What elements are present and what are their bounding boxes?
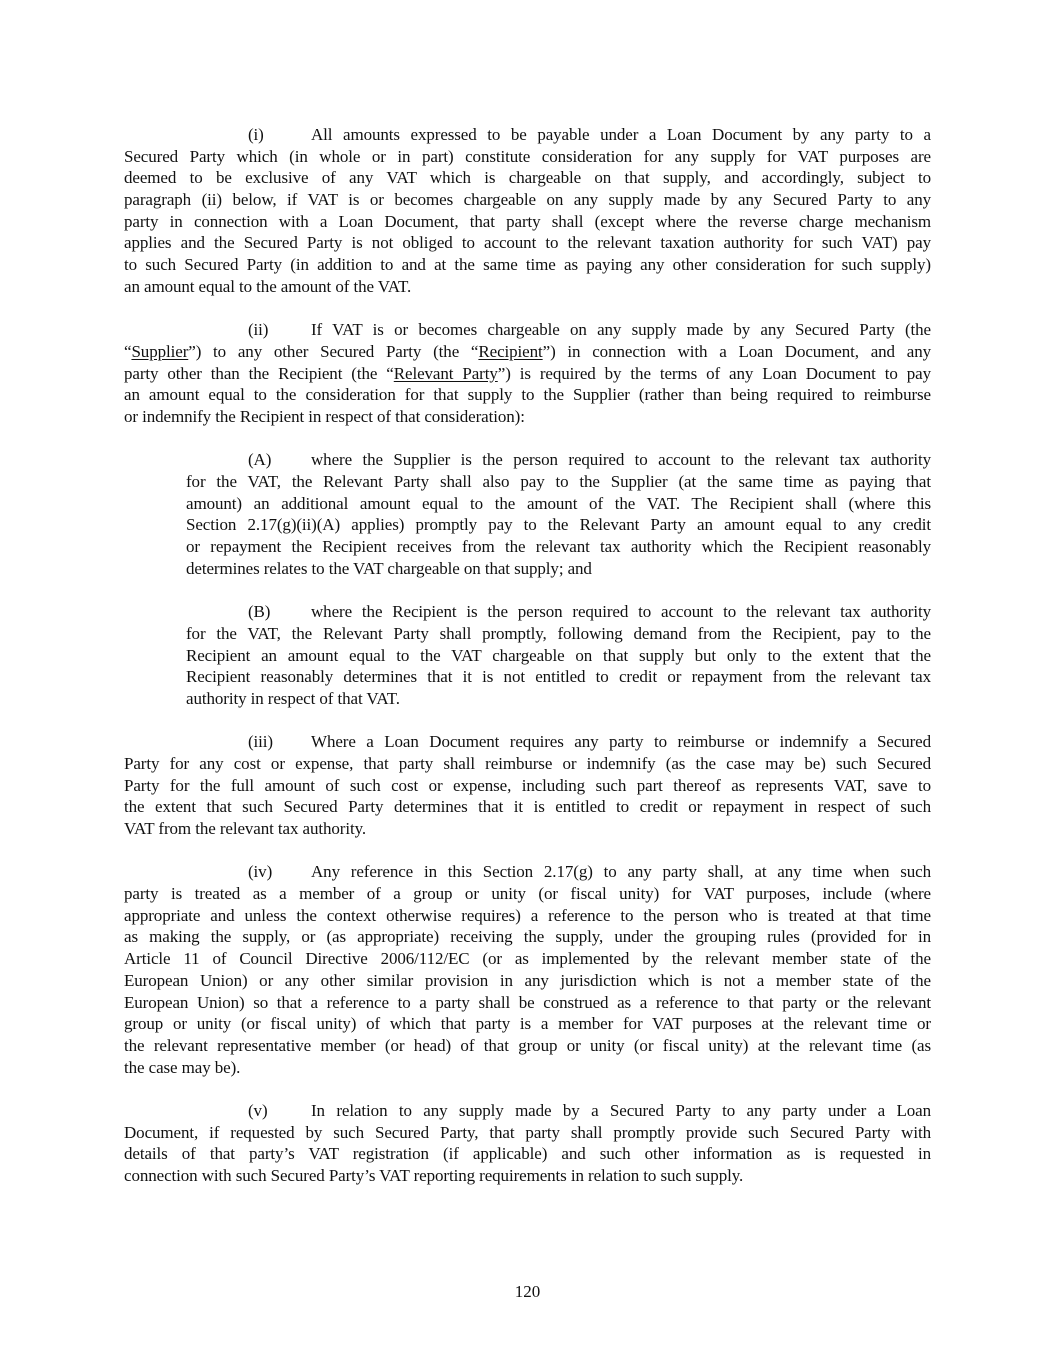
text-line [124, 363, 931, 385]
text-segment: ”) in connection with a Loan Document, and any [542, 341, 931, 361]
defined-term: Recipient [478, 341, 543, 361]
paragraph-label: (iv) [248, 862, 273, 882]
text-segment: group or unity (or fiscal unity) of which that party is a member for VAT purposes at the relevant time or [124, 1014, 931, 1034]
text-segment: or indemnify the Recipient in respect of that consideration): [124, 406, 525, 426]
text-segment: VAT from the relevant tax authority. [124, 819, 367, 838]
paragraph-label: (B) [248, 602, 271, 622]
text-line [124, 753, 931, 775]
paragraph-label: (A) [248, 450, 272, 470]
text-line [124, 1122, 931, 1144]
text-segment: party other than the Recipient (the “ [124, 363, 394, 383]
text-segment: deemed to be exclusive of any VAT which is chargeable on that supply, and accordingly, subject to [124, 168, 931, 188]
text-line [186, 536, 931, 558]
text-line [248, 1100, 931, 1122]
paragraph-label: (v) [248, 1100, 268, 1120]
text-line [186, 471, 931, 493]
text-line [124, 1035, 931, 1057]
document-body [124, 124, 931, 1208]
text-segment: the extent that such Secured Party determines that it is entitled to credit or repayment in respect of such [124, 797, 931, 817]
text-line [124, 775, 931, 797]
text-line [124, 796, 931, 818]
text-line [186, 666, 931, 688]
text-segment: ”) to any other Secured Party (the “ [188, 341, 479, 361]
paragraph-v [124, 1100, 931, 1187]
paragraph-ii [124, 319, 931, 427]
text-segment: Where a Loan Document requires any party to reimburse or indemnify a Secured [311, 732, 931, 752]
text-line [124, 276, 931, 298]
text-segment: ”) is required by the terms of any Loan Document to pay [497, 363, 931, 383]
text-segment: details of that party’s VAT registration (if applicable) and such other information as is requested in [124, 1144, 931, 1164]
text-line [248, 861, 931, 883]
text-line [124, 146, 931, 168]
text-segment: determines relates to the VAT chargeable on that supply; and [186, 558, 592, 578]
text-line [124, 232, 931, 254]
text-line [124, 905, 931, 927]
text-line [124, 189, 931, 211]
text-segment: where the Recipient is the person required to account to the relevant tax authority [311, 602, 931, 622]
text-segment: European Union) so that a reference to a party shall be construed as a reference to that party or the relevant [124, 992, 931, 1012]
text-segment: as making the supply, or (as appropriate) receiving the supply, under the grouping rules (provided for in [124, 927, 931, 947]
text-segment: or repayment the Recipient receives from the relevant tax authority which the Recipient reasonably [186, 537, 931, 557]
page-number: 120 [514, 1282, 541, 1301]
text-segment: Any reference in this Section 2.17(g) to any party shall, at any time when such [311, 862, 931, 882]
text-segment: Recipient an amount equal to the VAT chargeable on that supply but only to the extent that the [186, 645, 931, 665]
defined-term: Relevant Party [393, 363, 498, 383]
text-segment: Secured Party which (in whole or in part) constitute consideration for any supply for VAT purposes are [124, 146, 931, 166]
text-line [124, 254, 931, 276]
paragraph-iii [124, 731, 931, 839]
text-line [186, 493, 931, 515]
text-line [248, 124, 931, 146]
text-line [248, 601, 931, 623]
text-segment: paragraph (ii) below, if VAT is or becomes chargeable on any supply made by any Secured Party to any [124, 190, 931, 210]
text-segment: authority in respect of that VAT. [186, 688, 400, 708]
text-segment: party in connection with a Loan Document, that party shall (except where the reverse charge mechanism [124, 211, 931, 231]
paragraph-B [186, 601, 931, 709]
text-line [124, 992, 931, 1014]
text-segment: the case may be). [124, 1057, 241, 1077]
text-segment: for the VAT, the Relevant Party shall promptly, following demand from the Recipient, pay to the [186, 623, 931, 643]
text-segment: Party for any cost or expense, that party shall reimburse or indemnify (as the case may be) such Secured [124, 753, 931, 773]
text-segment: where the Supplier is the person required to account to the relevant tax authority [311, 450, 931, 470]
text-segment: Party for the full amount of such cost or expense, including such part thereof as represents VAT, save to [124, 775, 931, 795]
text-line [248, 319, 931, 341]
text-segment: for the VAT, the Relevant Party shall also pay to the Supplier (at the same time as paying that [186, 472, 931, 491]
text-segment: If VAT is or becomes chargeable on any supply made by any Secured Party (the [311, 320, 931, 340]
text-segment: Document, if requested by such Secured Party, that party shall promptly provide such Secured Party with [124, 1122, 931, 1142]
text-line [186, 558, 931, 580]
text-line [124, 926, 931, 948]
text-line [124, 341, 931, 363]
text-line [124, 384, 931, 406]
paragraph-i [124, 124, 931, 298]
text-line [124, 818, 931, 840]
text-line [186, 623, 931, 645]
text-line [124, 1143, 931, 1165]
text-line [124, 1165, 931, 1187]
text-segment: European Union) or any other similar provision in any jurisdiction which is not a member state of the [124, 970, 931, 990]
text-segment: an amount equal to the consideration for that supply to the Supplier (rather than being required to reimburse [124, 385, 931, 405]
paragraph-A [186, 449, 931, 579]
text-segment: Article 11 of Council Directive 2006/112/EC (or as implemented by the relevant member state of the [124, 949, 931, 969]
text-segment: appropriate and unless the context otherwise requires) a reference to the person who is treated at that time [124, 905, 931, 925]
text-segment: Recipient reasonably determines that it is not entitled to credit or repayment from the relevant tax [186, 667, 931, 687]
text-segment: “ [124, 341, 132, 361]
text-segment: amount) an additional amount equal to the amount of the VAT. The Recipient shall (where this [186, 493, 931, 513]
text-line [124, 1013, 931, 1035]
text-line [124, 883, 931, 905]
text-segment: the relevant representative member (or head) of that group or unity (or fiscal unity) at the relevant time (as [124, 1035, 931, 1055]
text-segment: to such Secured Party (in addition to and at the same time as paying any other consideration for such supply) [124, 255, 931, 275]
text-segment: Section 2.17(g)(ii)(A) applies) promptly pay to the Relevant Party an amount equal to any credit [186, 515, 931, 535]
text-line [124, 211, 931, 233]
text-segment: connection with such Secured Party’s VAT reporting requirements in relation to such supply. [124, 1166, 744, 1185]
text-line [124, 948, 931, 970]
text-segment: applies and the Secured Party is not obliged to account to the relevant taxation authority for such VAT) pay [124, 233, 931, 253]
text-line [124, 167, 931, 189]
paragraph-label: (ii) [248, 320, 269, 340]
text-line [186, 514, 931, 536]
text-line [124, 406, 931, 428]
text-segment: an amount equal to the amount of the VAT. [124, 276, 412, 296]
paragraph-label: (iii) [248, 732, 273, 752]
paragraph-label: (i) [248, 125, 264, 144]
text-line [124, 1057, 931, 1079]
text-line [124, 970, 931, 992]
text-line [186, 688, 931, 710]
paragraph-iv [124, 861, 931, 1078]
text-segment: All amounts expressed to be payable under a Loan Document by any party to a [311, 125, 931, 144]
text-segment: party is treated as a member of a group or unity (or fiscal unity) for VAT purposes, include (where [124, 884, 931, 904]
text-line [186, 645, 931, 667]
text-line [248, 449, 931, 471]
text-segment: In relation to any supply made by a Secured Party to any party under a Loan [311, 1100, 931, 1120]
text-line [248, 731, 931, 753]
defined-term: Supplier [131, 341, 189, 361]
